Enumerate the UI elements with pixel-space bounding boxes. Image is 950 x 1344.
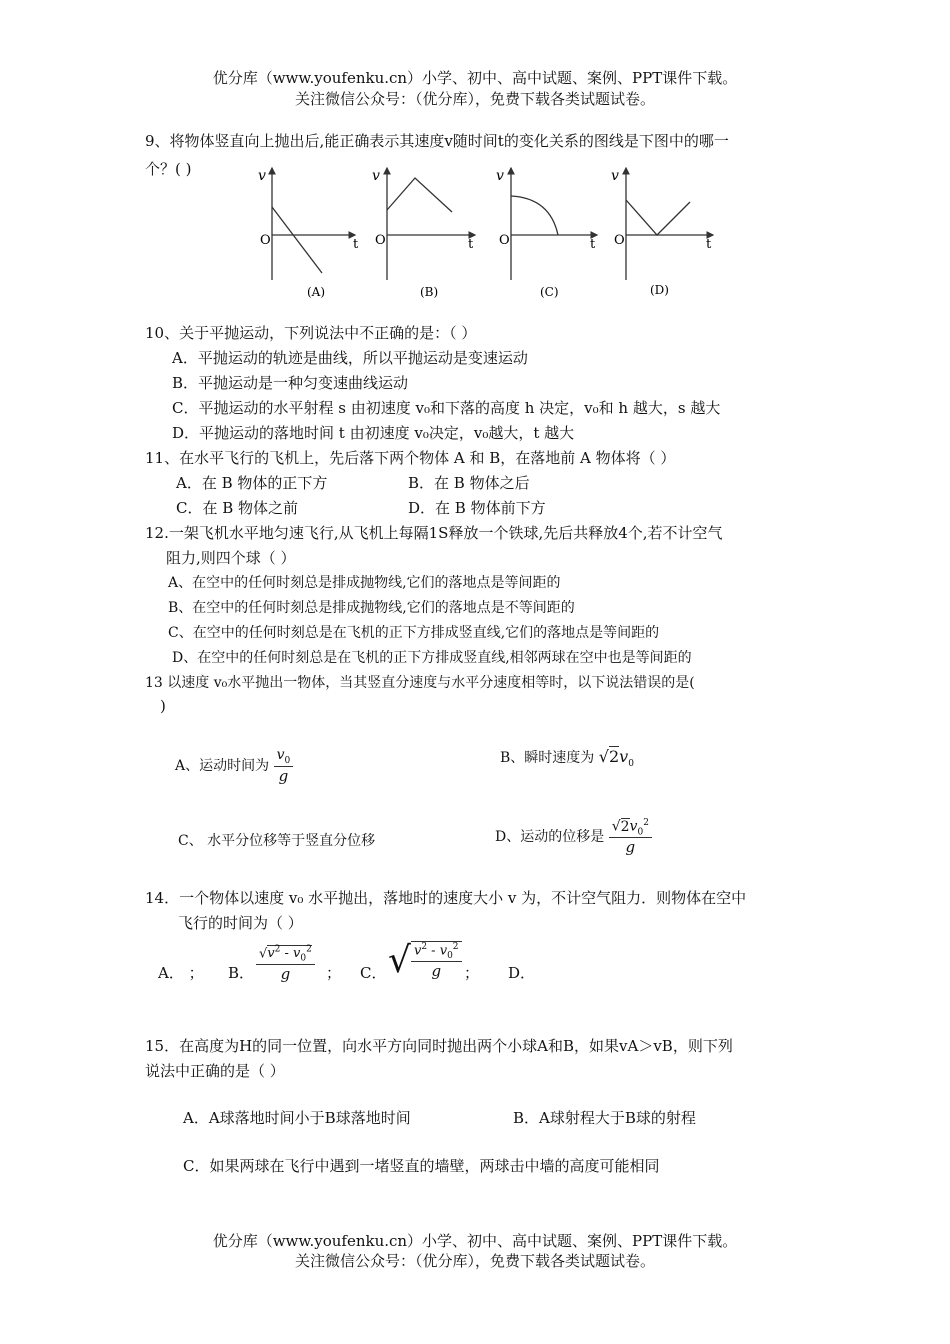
q13-option-a-text: A、运动时间为 <box>175 757 270 774</box>
graph-c-origin: O <box>499 233 510 248</box>
q14-stem-line-1: 14．一个物体以速度 v₀ 水平抛出，落地时的速度大小 v 为，不计空气阻力．则物体在空中 <box>145 889 747 907</box>
q12-option-a: A、在空中的任何时刻总是排成抛物线,它们的落地点是等间距的 <box>168 575 561 591</box>
q14-option-d: D． <box>508 964 536 982</box>
q10-option-b: B．平抛运动是一种匀变速曲线运动 <box>172 374 409 392</box>
q14-option-c-sep: ； <box>464 964 480 982</box>
q10-option-a: A．平抛运动的轨迹是曲线，所以平抛运动是变速运动 <box>172 349 528 367</box>
graph-c-v-label: v <box>496 168 504 184</box>
sqrt2-v0sq-over-g-formula: $\frac{√2v_0^2}{g}$ <box>609 818 652 856</box>
q15-option-c: C．如果两球在飞行中遇到一堵竖直的墙壁，两球击中墙的高度可能相同 <box>183 1157 660 1175</box>
q12-option-b: B、在空中的任何时刻总是排成抛物线,它们的落地点是不等间距的 <box>168 600 575 616</box>
graph-b-v-label: v <box>372 168 380 184</box>
graph-b-t-label: t <box>468 237 474 252</box>
graph-a <box>258 168 359 299</box>
graph-d <box>611 168 713 297</box>
graph-b-label: (B) <box>420 285 439 299</box>
graph-c <box>496 168 597 299</box>
graph-c-t-label: t <box>590 237 596 252</box>
q15-option-b: B．A球射程大于B球的射程 <box>513 1109 696 1127</box>
q14-option-b-label: B． <box>228 964 255 982</box>
q14-option-b-formula: $\frac{√v^2 - v_0^2}{g}$ <box>256 945 315 983</box>
q14-option-b-sep: ； <box>326 964 342 982</box>
footer-line-2: 关注微信公众号：（优分库），免费下载各类试题试卷。 <box>294 1252 655 1270</box>
header-line-2: 关注微信公众号：（优分库），免费下载各类试题试卷。 <box>294 90 655 108</box>
q15-stem-line-2: 说法中正确的是（ ） <box>145 1062 285 1080</box>
graph-c-curve <box>511 196 558 235</box>
graph-a-label: (A) <box>307 285 326 299</box>
q13-option-b <box>500 747 634 769</box>
q13-option-c: C、 水平分位移等于竖直分位移 <box>178 833 376 849</box>
q11-stem: 11、在水平飞行的飞机上，先后落下两个物体 A 和 B，在落地前 A 物体将（ ） <box>145 449 676 467</box>
graph-a-line <box>272 207 322 273</box>
q12-stem-line-1: 12.一架飞机水平地匀速飞行,从飞机上每隔1S释放一个铁球,先后共释放4个,若不计空气 <box>145 524 723 542</box>
q11-option-c: C．在 B 物体之前 <box>176 499 299 517</box>
q13-option-a <box>175 747 293 785</box>
graph-d-t-label: t <box>706 237 712 252</box>
q12-stem-line-2: 阻力,则四个球（ ） <box>166 549 296 567</box>
q11-option-a: A．在 B 物体的正下方 <box>176 474 328 492</box>
q15-stem-line-1: 15．在高度为H的同一位置，向水平方向同时抛出两个小球A和B，如果vA＞vB，则下列 <box>145 1037 733 1055</box>
graph-d-line <box>626 200 690 235</box>
q13-stem-line-2: ) <box>160 697 166 715</box>
q10-option-d: D．平抛运动的落地时间 t 由初速度 v₀决定，v₀越大，t 越大 <box>172 424 575 442</box>
q9-graphs <box>250 160 740 305</box>
q15-option-a: A．A球落地时间小于B球落地时间 <box>183 1109 411 1127</box>
q14-option-c-label: C． <box>360 964 387 982</box>
sqrt2-v0-formula: $√2v_0$ <box>598 747 634 770</box>
q14-option-c-formula: √ $\frac{v^2 - v_0^2}{g}$ <box>388 940 462 981</box>
q14-stem-line-2: 飞行的时间为（ ） <box>178 914 303 932</box>
q10-stem: 10、关于平抛运动，下列说法中不正确的是：（ ） <box>145 324 477 342</box>
graph-b <box>372 168 475 299</box>
graph-c-label: (C) <box>540 285 559 299</box>
q12-option-c: C、在空中的任何时刻总是在飞机的正下方排成竖直线,它们的落地点是等间距的 <box>168 625 660 641</box>
q10-option-c: C．平抛运动的水平射程 s 由初速度 v₀和下落的高度 h 决定，v₀和 h 越大，s 越大 <box>172 399 721 417</box>
q14-option-a: A． ； <box>158 964 204 982</box>
graph-b-origin: O <box>375 233 386 248</box>
v0-over-g-formula: $\frac{v_0}{g}$ <box>274 747 294 785</box>
q13-stem-line-1: 13 以速度 v₀水平抛出一物体，当其竖直分速度与水平分速度相等时，以下说法错误的是( <box>145 675 695 691</box>
q13-option-b-text: B、瞬时速度为 <box>500 750 595 766</box>
footer-line-1: 优分库（www.youfenku.cn）小学、初中、高中试题、案例、PPT课件下载。 <box>212 1232 738 1250</box>
q13-option-d <box>495 818 652 856</box>
graph-a-v-label: v <box>258 168 266 184</box>
graph-d-v-label: v <box>611 168 619 184</box>
graph-d-origin: O <box>614 233 625 248</box>
q9-stem-line-1: 9、将物体竖直向上抛出后,能正确表示其速度v随时间t的变化关系的图线是下图中的哪一 <box>145 132 729 150</box>
header-line-1: 优分库（www.youfenku.cn）小学、初中、高中试题、案例、PPT课件下载。 <box>212 69 738 87</box>
q9-stem-line-2: 个？( ) <box>145 160 192 178</box>
graph-a-origin: O <box>260 233 271 248</box>
q11-option-b: B．在 B 物体之后 <box>408 474 530 492</box>
graph-d-label: (D) <box>650 283 669 297</box>
graph-a-t-label: t <box>353 237 359 252</box>
q11-option-d: D．在 B 物体前下方 <box>408 499 546 517</box>
q12-option-d: D、在空中的任何时刻总是在飞机的正下方排成竖直线,相邻两球在空中也是等间距的 <box>172 650 692 666</box>
q13-option-d-text: D、运动的位移是 <box>495 829 605 846</box>
graph-b-line <box>387 178 452 212</box>
